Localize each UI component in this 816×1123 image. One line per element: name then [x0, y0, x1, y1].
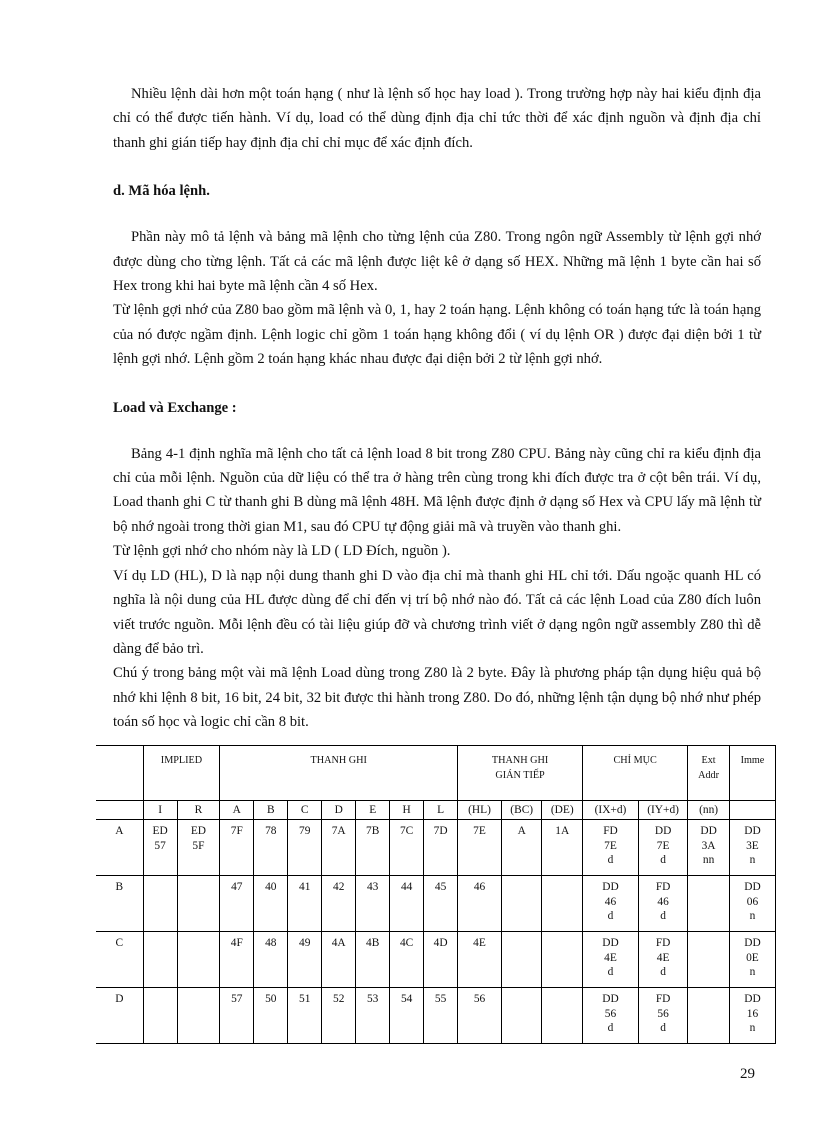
opcode-byte: 1A: [555, 825, 570, 837]
opcode-cell: [143, 988, 177, 1044]
opcode-byte: 55: [434, 993, 447, 1005]
opcode-byte: 57: [231, 993, 243, 1005]
opcode-cell: [356, 820, 390, 876]
opcode-cell: [322, 988, 356, 1044]
opcode-cell: [254, 876, 288, 932]
corner-cell: [96, 746, 143, 801]
page-body: [113, 82, 761, 735]
opcode-byte: DD: [602, 993, 619, 1005]
column-header: R: [177, 801, 220, 820]
opcode-byte: 5F: [192, 839, 205, 852]
opcode-byte: 52: [333, 993, 345, 1005]
table-column-header-row: [96, 801, 776, 820]
opcode-byte: 7E: [473, 825, 486, 837]
row-label: A: [96, 820, 143, 876]
opcode-cell: [501, 988, 542, 1044]
opcode-byte: 3A: [701, 839, 716, 852]
column-header: (BC): [501, 801, 542, 820]
opcode-cell: [501, 820, 542, 876]
column-header: (DE): [542, 801, 583, 820]
opcode-cell: [688, 932, 730, 988]
opcode-byte: 47: [231, 881, 243, 893]
opcode-byte: 53: [366, 993, 379, 1005]
opcode-cell: [729, 876, 775, 932]
opcode-byte: 4A: [331, 937, 346, 949]
opcode-cell: [143, 876, 177, 932]
opcode-cell: [638, 988, 687, 1044]
opcode-byte: 7E: [604, 839, 617, 852]
opcode-byte: n: [749, 966, 756, 979]
table-body: [96, 820, 776, 1044]
opcode-cell: [501, 876, 542, 932]
opcode-byte: 4C: [399, 937, 414, 949]
opcode-byte: 41: [299, 881, 311, 893]
group-ext-addr: [688, 746, 730, 801]
opcode-byte: 50: [265, 993, 277, 1005]
opcode-byte: DD: [602, 881, 619, 893]
column-header: A: [220, 801, 254, 820]
opcode-cell: [143, 820, 177, 876]
section-heading-instruction-encoding: d. Mã hóa lệnh.: [113, 183, 210, 200]
opcode-cell: [458, 932, 502, 988]
group-register-indirect-line2: GIÁN TIẾP: [495, 770, 545, 781]
paragraph-two-byte-note: Chú ý trong bảng một vài mã lệnh Load dùng trong Z80 là 2 byte. Đây là phương pháp tận dụng hiệu quả bộ nhớ khi lệnh 8 bit, 16 bit, 24 bit, 32 bit được thi hành trong Z80. Do đó, những lệnh tận dụng bộ nhớ như phép toán số học và logic chỉ cần 8 bit.: [113, 665, 761, 731]
column-header: (IY+d): [638, 801, 687, 820]
opcode-byte: d: [607, 910, 614, 923]
opcode-byte: 4D: [433, 937, 448, 949]
opcode-cell: [424, 988, 458, 1044]
opcode-byte: 7D: [433, 825, 448, 837]
opcode-byte: DD: [744, 881, 761, 893]
opcode-byte: 4F: [230, 937, 243, 949]
opcode-byte: d: [660, 854, 666, 867]
opcode-byte: 7E: [656, 839, 670, 852]
opcode-cell: [583, 820, 639, 876]
opcode-cell: [390, 932, 424, 988]
column-header: (IX+d): [583, 801, 639, 820]
opcode-cell: [458, 876, 502, 932]
opcode-byte: DD: [744, 825, 761, 837]
opcode-byte: n: [749, 854, 756, 867]
opcode-cell: [220, 820, 254, 876]
opcode-cell: [390, 820, 424, 876]
opcode-cell: [254, 988, 288, 1044]
opcode-byte: 51: [299, 993, 311, 1005]
opcode-cell: [542, 988, 583, 1044]
opcode-byte: 48: [265, 937, 277, 949]
opcode-byte: 43: [366, 881, 379, 893]
opcode-cell: [638, 876, 687, 932]
opcode-byte: d: [607, 966, 614, 979]
opcode-byte: 7A: [331, 825, 346, 837]
opcode-byte: DD: [744, 993, 761, 1005]
opcode-byte: 78: [265, 825, 277, 837]
paragraph-opcode-description: Phần này mô tả lệnh và bảng mã lệnh cho từng lệnh của Z80. Trong ngôn ngữ Assembly từ lệnh gợi nhớ được dùng cho từng lệnh. Tất cả các mã lệnh được liệt kê ở dạng số HEX. Những mã lệnh 1 byte cần hai số Hex trong khi hai byte mã lệnh cần 4 số Hex.: [113, 229, 761, 295]
opcode-byte: 56: [657, 1007, 669, 1020]
opcode-cell: [542, 820, 583, 876]
opcode-byte: d: [660, 910, 666, 923]
opcode-cell: [583, 932, 639, 988]
table-row: [96, 932, 776, 988]
opcode-cell: [322, 932, 356, 988]
opcode-byte: 40: [265, 881, 277, 893]
table-row: [96, 820, 776, 876]
column-header: [729, 801, 775, 820]
opcode-byte: 54: [400, 993, 413, 1005]
opcode-byte: DD: [602, 937, 619, 949]
opcode-byte: 4B: [366, 937, 380, 949]
opcode-byte: 0E: [746, 951, 759, 964]
opcode-cell: [356, 876, 390, 932]
opcode-byte: nn: [702, 854, 715, 867]
group-indexed: CHỈ MỤC: [583, 746, 688, 801]
column-header: C: [288, 801, 322, 820]
opcode-cell: [220, 876, 254, 932]
opcode-byte: 45: [434, 881, 447, 893]
opcode-byte: 4E: [656, 951, 670, 964]
opcode-byte: FD: [603, 825, 618, 837]
opcode-cell: [638, 932, 687, 988]
opcode-byte: 46: [604, 895, 617, 908]
opcode-byte: ED: [152, 825, 168, 837]
opcode-byte: FD: [655, 993, 671, 1005]
opcode-byte: 16: [746, 1007, 759, 1020]
opcode-byte: FD: [655, 881, 671, 893]
opcode-byte: 4E: [604, 951, 617, 964]
opcode-cell: [177, 932, 220, 988]
paragraph-ld-example: Ví dụ LD (HL), D là nạp nội dung thanh ghi D vào địa chỉ mà thanh ghi HL chỉ tới. Dấu ngoặc quanh HL có nghĩa là nội dung của HL được dùng để chỉ đến vị trí bộ nhớ nào đó. Tất cả các lệnh Load của Z80 đích luôn viết trước nguồn. Mỗi lệnh đều có tài liệu giúp đỡ và chương trình viết ở dạng ngôn ngữ assembly Z80 thì dễ dàng để bảo trì.: [113, 567, 761, 657]
opcode-byte: n: [749, 910, 756, 923]
opcode-byte: 46: [657, 895, 669, 908]
opcode-cell: [356, 932, 390, 988]
table-row: [96, 988, 776, 1044]
opcode-cell: [288, 820, 322, 876]
opcode-byte: ED: [190, 825, 207, 837]
opcode-cell: [688, 988, 730, 1044]
opcode-byte: d: [607, 1022, 614, 1035]
opcode-cell: [143, 932, 177, 988]
row-label: D: [96, 988, 143, 1044]
opcode-cell: [424, 820, 458, 876]
opcode-byte: A: [517, 825, 526, 837]
column-header: D: [322, 801, 356, 820]
opcode-byte: 42: [333, 881, 345, 893]
opcode-cell: [688, 876, 730, 932]
column-header: E: [356, 801, 390, 820]
opcode-byte: DD: [700, 825, 717, 837]
paragraph-mnemonic-operands: Từ lệnh gợi nhớ của Z80 bao gồm mã lệnh và 0, 1, hay 2 toán hạng. Lệnh không có toán hạng tức là toán hạng của nó được ngầm định. Lệnh logic chỉ gồm 1 toán hạng không đổi ( ví dụ lệnh OR ) được đại diện bởi 1 từ lệnh gợi nhớ. Lệnh gồm 2 toán hạng khác nhau được đại diện bởi 2 từ lệnh gợi nhớ.: [113, 302, 761, 368]
opcode-byte: 46: [473, 881, 486, 893]
opcode-cell: [177, 820, 220, 876]
group-register: THANH GHI: [220, 746, 458, 801]
opcode-byte: 06: [746, 895, 759, 908]
opcode-byte: DD: [744, 937, 761, 949]
opcode-cell: [583, 876, 639, 932]
group-register-indirect: [458, 746, 583, 801]
opcode-byte: d: [660, 1022, 666, 1035]
opcode-byte: d: [607, 854, 614, 867]
opcode-byte: FD: [655, 937, 671, 949]
opcode-cell: [254, 932, 288, 988]
opcode-cell: [542, 876, 583, 932]
opcode-byte: 7B: [366, 825, 380, 837]
opcode-cell: [177, 876, 220, 932]
opcode-cell: [288, 932, 322, 988]
opcode-cell: [322, 876, 356, 932]
column-header: B: [254, 801, 288, 820]
page-number: 29: [740, 1066, 755, 1082]
corner-cell-2: [96, 801, 143, 820]
paragraph-ld-mnemonic: Từ lệnh gợi nhớ cho nhóm này là LD ( LD Đích, nguồn ).: [113, 543, 451, 560]
opcode-cell: [177, 988, 220, 1044]
opcode-cell: [458, 988, 502, 1044]
opcode-cell: [458, 820, 502, 876]
column-header: L: [424, 801, 458, 820]
section-heading-load-exchange: Load và Exchange :: [113, 399, 237, 416]
opcode-byte: 7F: [230, 825, 243, 837]
table-row: [96, 876, 776, 932]
opcode-byte: 57: [154, 839, 166, 852]
opcode-cell: [542, 932, 583, 988]
opcode-cell: [390, 876, 424, 932]
opcode-cell: [729, 820, 775, 876]
opcode-byte: 3E: [746, 839, 759, 852]
opcode-cell: [356, 988, 390, 1044]
opcode-cell: [220, 932, 254, 988]
paragraph-table-4-1: Bảng 4-1 định nghĩa mã lệnh cho tất cả lệnh load 8 bit trong Z80 CPU. Bảng này cũng chỉ ra kiểu định địa chỉ của mỗi lệnh. Nguồn của dữ liệu có thể tra ở hàng trên cùng trong khi đích được tra ở cột bên trái. Ví dụ, Load thanh ghi C từ thanh ghi B dùng mã lệnh 48H. Mã lệnh được định ở dạng số Hex và CPU lấy mã lệnh từ bộ nhớ ngoài trong thời gian M1, sau đó CPU tự động giải mã và truyền vào thanh ghi.: [113, 445, 761, 535]
group-register-indirect-line1: THANH GHI: [491, 755, 549, 766]
column-header: I: [143, 801, 177, 820]
opcode-cell: [220, 988, 254, 1044]
paragraph-multi-operand: Nhiều lệnh dài hơn một toán hạng ( như là lệnh số học hay load ). Trong trường hợp này hai kiểu định địa chỉ có thể được tiến hành. Ví dụ, load có thể dùng định địa chỉ tức thời để xác định nguồn và định địa chỉ thanh ghi gián tiếp hay định địa chỉ chỉ mục để xác định đích.: [113, 86, 761, 151]
opcode-byte: d: [660, 966, 666, 979]
opcode-byte: 56: [473, 993, 486, 1005]
column-header: H: [390, 801, 424, 820]
load-opcode-table: [96, 745, 776, 1044]
column-header: (nn): [688, 801, 730, 820]
group-ext-line2: Addr: [698, 770, 720, 781]
group-ext-line1: Ext: [701, 755, 716, 766]
opcode-cell: [424, 932, 458, 988]
opcode-byte: 79: [299, 825, 311, 837]
opcode-cell: [688, 820, 730, 876]
opcode-cell: [729, 932, 775, 988]
opcode-byte: n: [749, 1022, 756, 1035]
opcode-cell: [583, 988, 639, 1044]
group-implied: IMPLIED: [143, 746, 220, 801]
table-group-header-row: [96, 746, 776, 801]
opcode-cell: [424, 876, 458, 932]
opcode-byte: 4E: [473, 937, 486, 949]
opcode-byte: 7C: [399, 825, 414, 837]
opcode-byte: 56: [604, 1007, 617, 1020]
row-label: B: [96, 876, 143, 932]
row-label: C: [96, 932, 143, 988]
opcode-byte: 44: [400, 881, 413, 893]
opcode-cell: [729, 988, 775, 1044]
group-immediate: Imme: [729, 746, 775, 801]
opcode-cell: [390, 988, 424, 1044]
opcode-byte: 49: [299, 937, 311, 949]
opcode-cell: [254, 820, 288, 876]
opcode-byte: DD: [654, 825, 672, 837]
opcode-cell: [638, 820, 687, 876]
opcode-cell: [501, 932, 542, 988]
opcode-cell: [322, 820, 356, 876]
opcode-cell: [288, 876, 322, 932]
column-header: (HL): [458, 801, 502, 820]
opcode-cell: [288, 988, 322, 1044]
